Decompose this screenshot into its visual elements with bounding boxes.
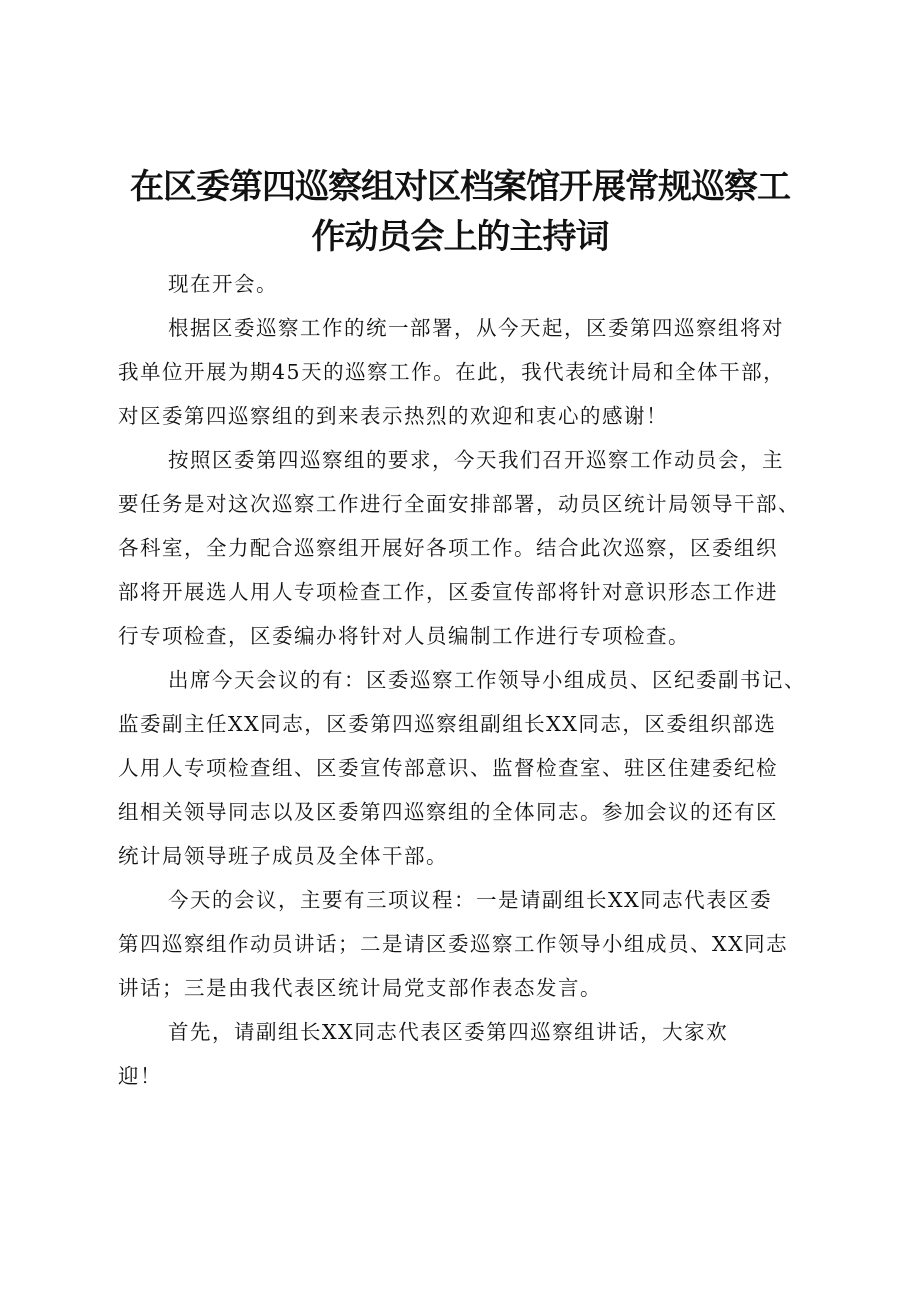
paragraph-welcome: [118, 306, 826, 438]
paragraph-line: 我单位开展为期45天的巡察工作。在此，我代表统计局和全体干部，: [118, 360, 786, 384]
paragraph-closing: [118, 1010, 826, 1098]
paragraph-attendees: [118, 658, 826, 878]
paragraph-line: 要任务是对这次巡察工作进行全面安排部署，动员区统计局领导干部、: [118, 492, 800, 516]
document-title: [110, 162, 810, 262]
paragraph-line: 组相关领导同志以及区委第四巡察组的全体同志。参加会议的还有区: [118, 800, 778, 824]
paragraph-line: 今天的会议，主要有三项议程：一是请副组长XX同志代表区委: [168, 888, 773, 912]
paragraph-line: 现在开会。: [168, 272, 278, 296]
paragraph-line: 监委副主任XX同志，区委第四巡察组副组长XX同志，区委组织部选: [118, 712, 777, 736]
paragraph-line: 根据区委巡察工作的统一部署，从今天起，区委第四巡察组将对: [168, 316, 784, 340]
paragraph-line: 部将开展选人用人专项检查工作，区委宣传部将针对意识形态工作进: [118, 580, 778, 604]
paragraph-line: 第四巡察组作动员讲话；二是请区委巡察工作领导小组成员、XX同志: [118, 932, 789, 956]
paragraph-line: 人用人专项检查组、区委宣传部意识、监督检查室、驻区住建委纪检: [118, 756, 778, 780]
paragraph-line: 首先，请副组长XX同志代表区委第四巡察组讲话，大家欢: [168, 1020, 729, 1044]
paragraph-line: 对区委第四巡察组的到来表示热烈的欢迎和衷心的感谢！: [118, 404, 668, 428]
document-body: [118, 262, 826, 1098]
title-line: 在区委第四巡察组对区档案馆开展常规巡察工: [130, 167, 790, 207]
paragraph-tasks: [118, 438, 826, 658]
paragraph-opening: [118, 262, 826, 306]
paragraph-line: 行专项检查，区委编办将针对人员编制工作进行专项检查。: [118, 624, 690, 648]
paragraph-line: 统计局领导班子成员及全体干部。: [118, 844, 448, 868]
title-line: 作动员会上的主持词: [311, 217, 609, 257]
paragraph-line: 各科室，全力配合巡察组开展好各项工作。结合此次巡察，区委组织: [118, 536, 778, 560]
paragraph-line: 讲话；三是由我代表区统计局党支部作表态发言。: [118, 976, 602, 1000]
paragraph-agenda: [118, 878, 826, 1010]
paragraph-line: 迎！: [118, 1064, 162, 1088]
paragraph-line: 出席今天会议的有：区委巡察工作领导小组成员、区纪委副书记、: [168, 668, 806, 692]
paragraph-line: 按照区委第四巡察组的要求，今天我们召开巡察工作动员会，主: [168, 448, 784, 472]
